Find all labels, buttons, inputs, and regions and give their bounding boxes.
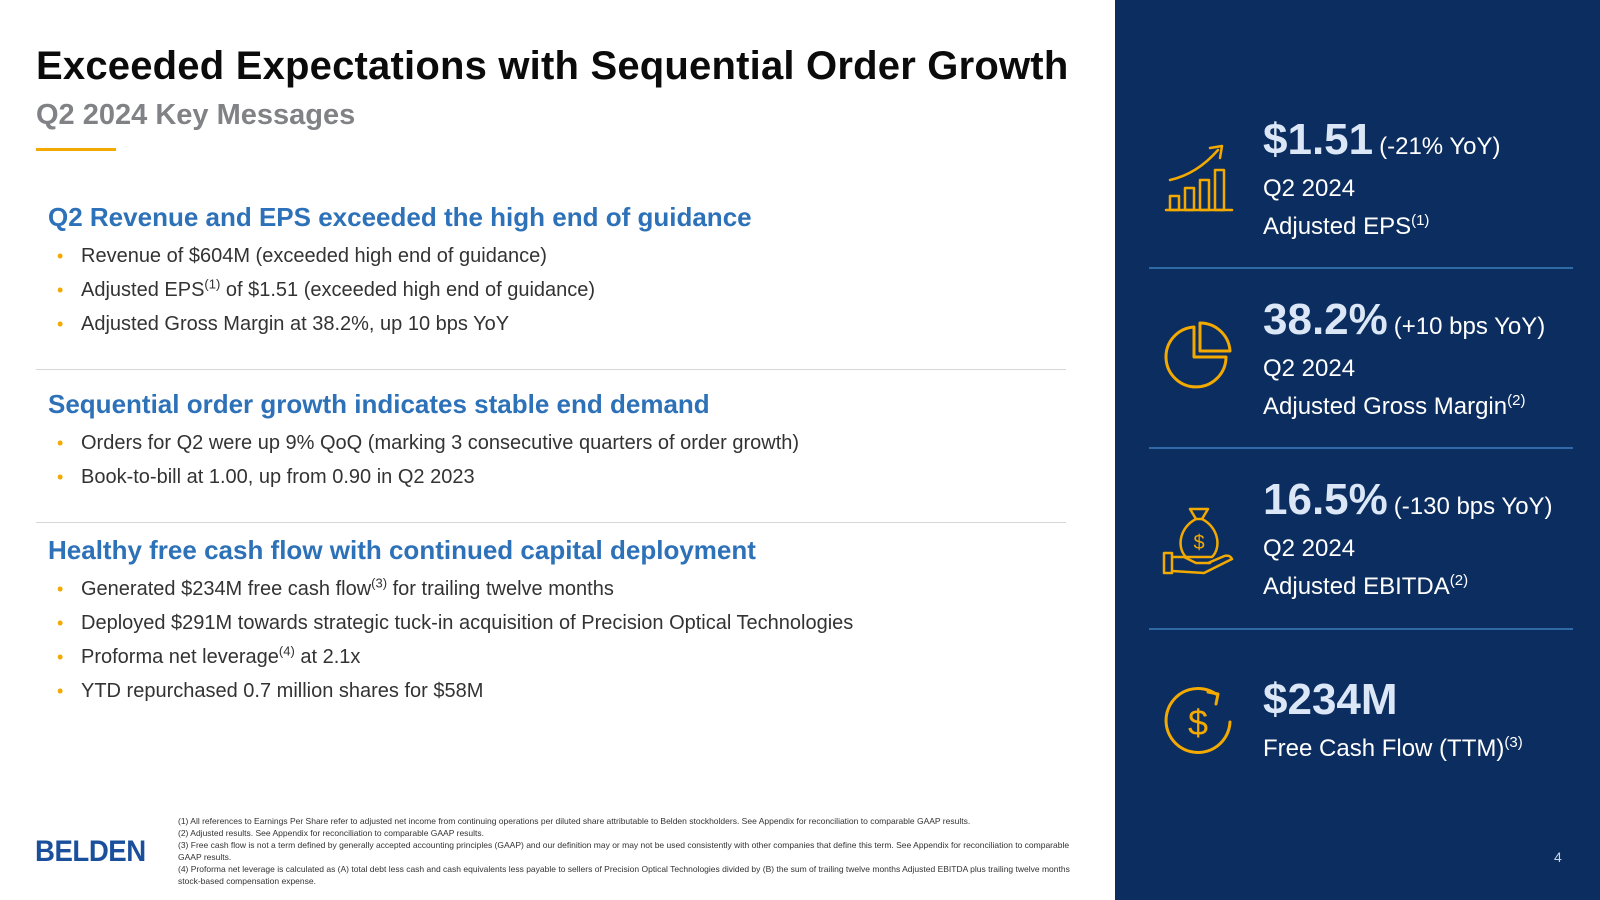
bullet-item xyxy=(36,674,1066,708)
bullet-text: YTD repurchased 0.7 million shares for $58M xyxy=(81,680,484,702)
kpi-divider xyxy=(1149,628,1573,630)
kpi-text xyxy=(1263,295,1545,421)
kpi-divider xyxy=(1149,267,1573,269)
kpi-divider xyxy=(1149,447,1573,449)
belden-logo: BELDEN xyxy=(35,835,146,868)
bullet-text: Orders for Q2 were up 9% QoQ (marking 3 consecutive quarters of order growth) xyxy=(81,432,800,454)
bullet-list xyxy=(36,239,1066,341)
kpi-label xyxy=(1263,735,1523,763)
kpi-label xyxy=(1263,393,1545,421)
growth-chart-icon xyxy=(1160,140,1236,216)
kpi-label-text: Adjusted Gross Margin xyxy=(1263,393,1508,420)
kpi-period: Q2 2024 xyxy=(1263,355,1356,382)
footnote: (1) All references to Earnings Per Share refer to adjusted net income from continuing operations per diluted share attributable to Belden stockholders. See Appendix for reconciliation to comparable GAAP results. xyxy=(178,816,971,826)
pie-chart-icon xyxy=(1160,317,1236,393)
kpi-panel xyxy=(1115,0,1600,900)
section-heading: Q2 Revenue and EPS exceeded the high end of guidance xyxy=(48,202,752,232)
bullet-text: Adjusted EPS xyxy=(81,279,205,301)
kpi-label-text: Adjusted EBITDA xyxy=(1263,573,1450,600)
section-divider xyxy=(36,369,1066,370)
footnote-ref: (1) xyxy=(204,276,221,292)
title-accent-rule xyxy=(36,148,116,151)
kpi-text xyxy=(1263,475,1553,601)
bullet-item xyxy=(36,640,1066,674)
bullet-item xyxy=(36,273,1066,307)
bullet-item xyxy=(36,572,1066,606)
bullet-text: Adjusted Gross Margin at 38.2%, up 10 bps YoY xyxy=(81,313,510,335)
bullet-list xyxy=(36,572,1066,708)
bullet-item xyxy=(36,606,1066,640)
svg-text:$: $ xyxy=(1187,702,1209,743)
footnote: (2) Adjusted results. See Appendix for reconciliation to comparable GAAP results. xyxy=(178,828,485,838)
bullet-text: Proforma net leverage xyxy=(81,646,279,668)
page-number: 4 xyxy=(1554,849,1562,865)
bullet-item xyxy=(36,460,1066,494)
bullet-item xyxy=(36,426,1066,460)
section-heading: Sequential order growth indicates stable end demand xyxy=(48,389,710,419)
money-bag-hand-icon xyxy=(1160,503,1236,579)
kpi-text xyxy=(1263,675,1523,763)
bullet-list xyxy=(36,426,1066,494)
kpi-value: $234M xyxy=(1263,675,1398,724)
footnote: (4) Proforma net leverage is calculated as (A) total debt less cash and cash equivalents less payable to sellers of Precision Optical Technologies divided by (B) the sum of trailing twelve months Adjusted EBITDA plus trailing twelve months stock-based compensation expense. xyxy=(178,864,1070,886)
bullet-text: for trailing twelve months xyxy=(387,578,614,600)
kpi-label xyxy=(1263,573,1553,601)
section-divider xyxy=(36,522,1066,523)
svg-text:$: $ xyxy=(1193,532,1205,554)
kpi-change: (-130 bps YoY) xyxy=(1393,493,1553,520)
footnote: (3) Free cash flow is not a term defined by generally accepted accounting principles (GAAP) and our definition may or may not be used consistently with other companies that define this term. See Appendix for reconciliation to comparable GAAP results. xyxy=(178,840,1070,862)
kpi-period: Q2 2024 xyxy=(1263,175,1356,202)
bullet-text: of $1.51 (exceeded high end of guidance) xyxy=(220,279,596,301)
footnote-ref: (3) xyxy=(371,575,388,591)
kpi-label xyxy=(1263,213,1501,241)
kpi-value: 16.5% xyxy=(1263,475,1388,524)
section-free-cash-flow xyxy=(36,535,1066,708)
dollar-cycle-icon xyxy=(1160,684,1236,760)
footnote-ref: (1) xyxy=(1411,212,1430,229)
bullet-text: Book-to-bill at 1.00, up from 0.90 in Q2 2023 xyxy=(81,466,475,488)
kpi-label-text: Free Cash Flow (TTM) xyxy=(1263,735,1505,762)
bullet-item xyxy=(36,239,1066,273)
page-subtitle: Q2 2024 Key Messages xyxy=(36,99,356,131)
section-revenue-eps xyxy=(36,202,1066,341)
footnote-ref: (2) xyxy=(1507,392,1526,409)
bullet-text: Deployed $291M towards strategic tuck-in acquisition of Precision Optical Technologies xyxy=(81,612,854,634)
bullet-text: at 2.1x xyxy=(294,646,361,668)
footnote-ref: (3) xyxy=(1504,734,1523,751)
bullet-item xyxy=(36,307,1066,341)
kpi-change: (+10 bps YoY) xyxy=(1393,313,1546,340)
section-order-growth xyxy=(36,389,1066,494)
kpi-value: 38.2% xyxy=(1263,295,1388,344)
kpi-label-text: Adjusted EPS xyxy=(1263,213,1412,240)
bullet-text: Revenue of $604M (exceeded high end of guidance) xyxy=(81,245,547,267)
kpi-change: (-21% YoY) xyxy=(1379,133,1501,160)
footnotes xyxy=(178,815,1093,887)
section-heading: Healthy free cash flow with continued capital deployment xyxy=(48,535,756,565)
kpi-text xyxy=(1263,115,1501,241)
kpi-period: Q2 2024 xyxy=(1263,535,1356,562)
page-title: Exceeded Expectations with Sequential Order Growth xyxy=(36,44,1069,88)
bullet-text: Generated $234M free cash flow xyxy=(81,578,372,600)
kpi-value: $1.51 xyxy=(1263,115,1374,164)
footnote-ref: (2) xyxy=(1449,572,1469,589)
footnote-ref: (4) xyxy=(278,643,295,659)
